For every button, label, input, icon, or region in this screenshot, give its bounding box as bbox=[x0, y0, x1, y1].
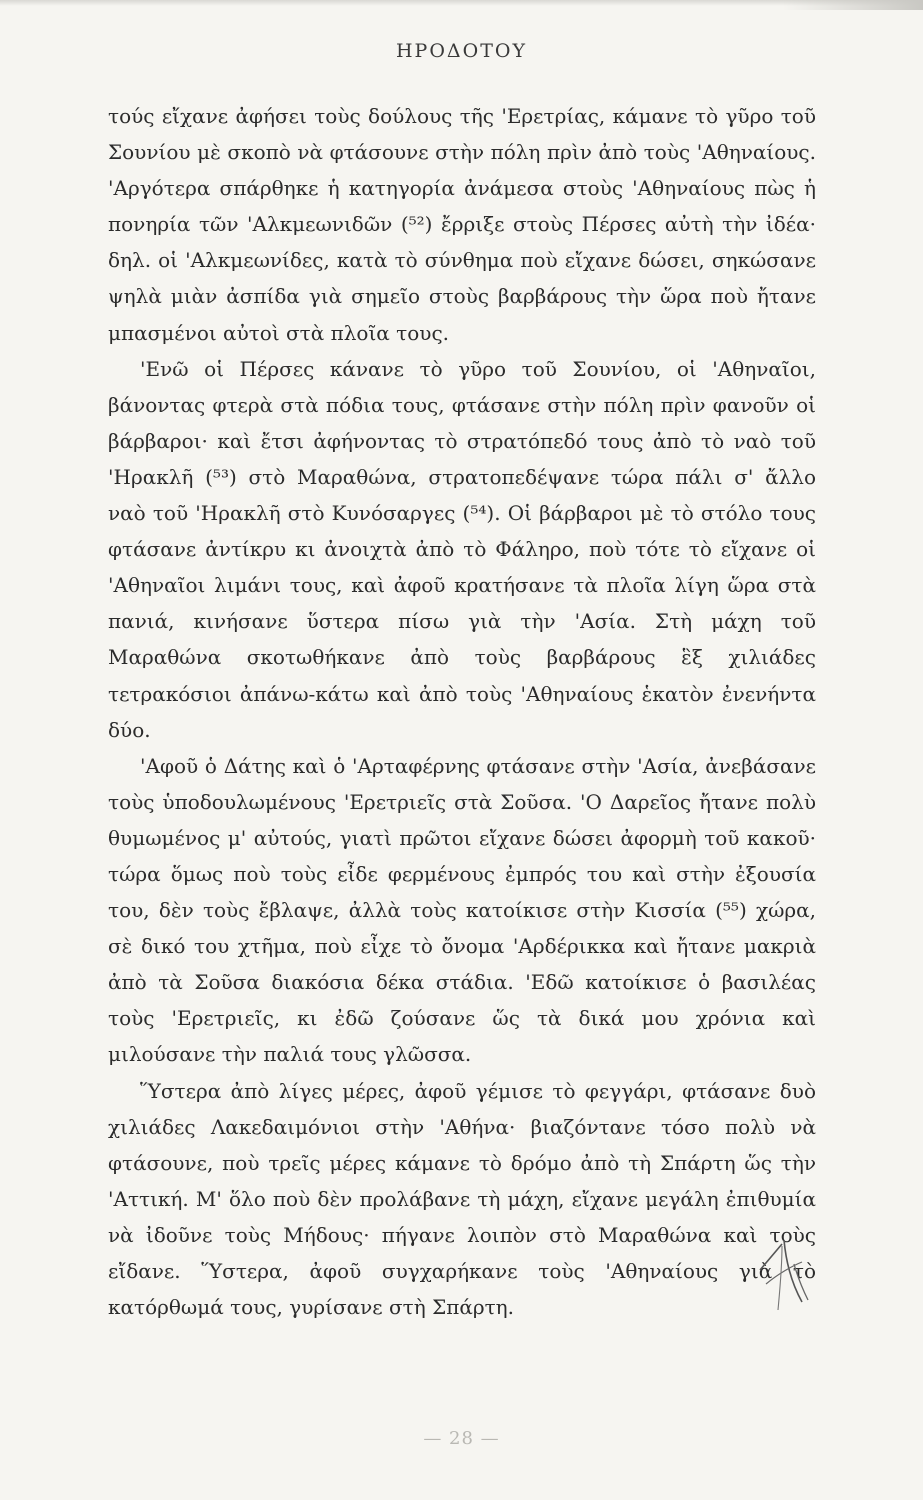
paragraph-3: 'Αφοῦ ὁ Δάτης καὶ ὁ 'Αρταφέρνης φτάσανε στὴν 'Ασία, ἀνεβάσανε τοὺς ὑποδουλωμένους 'Ερετριεῖς στὰ Σοῦσα. 'Ο Δαρεῖος ἤτανε πολὺ θυμωμένος μ' αὐτούς, γιατὶ πρῶτοι εἴχανε δώσει ἀφορμὴ τοῦ κακοῦ· τώρα ὅμως ποὺ τοὺς εἶδε φερμένους ἐμπρός του καὶ στὴν ἐξουσία του, δὲν τοὺς ἔβλαψε, ἀλλὰ τοὺς κατοίκισε στὴν Κισσία (⁵⁵) χώρα, σὲ δικό του χτῆμα, ποὺ εἶχε τὸ ὄνομα 'Αρδέρικκα καὶ ἤτανε μακριὰ ἀπὸ τὰ Σοῦσα διακόσια δέκα στάδια. 'Εδῶ κατοίκισε ὁ βασιλέας τοὺς 'Ερετριεῖς, κι ἐδῶ ζούσανε ὥς τὰ δικά μου χρόνια καὶ μιλούσανε τὴν παλιά τους γλῶσσα. bbox=[108, 753, 816, 1067]
running-head: ΗΡΟΔΟΤΟΥ bbox=[395, 40, 528, 62]
paragraph-4: Ὕστερα ἀπὸ λίγες μέρες, ἀφοῦ γέμισε τὸ φεγγάρι, φτάσανε δυὸ χιλιάδες Λακεδαιμόνιοι στὴν 'Αθήνα· βιαζόντανε τόσο πολὺ νὰ φτάσουνε, ποὺ τρεῖς μέρες κάμανε τὸ δρόμο ἀπὸ τὴ Σπάρτη ὥς τὴν 'Αττική. Μ' ὅλο ποὺ δὲν προλάβανε τὴ μάχη, εἴχανε μεγάλη ἐπιθυμία νὰ ἰδοῦνε τοὺς Μήδους· πήγανε λοιπὸν στὸ Μαραθώνα καὶ τοὺς εἴδανε. Ὕστερα, ἀφοῦ συγχαρήκανε τοὺς 'Αθηναίους γιὰ τὸ κατόρθωμά τους, γυρίσανε στὴ Σπάρτη. bbox=[108, 1078, 816, 1320]
body-text bbox=[108, 98, 816, 1325]
page-number: — 28 — bbox=[423, 1428, 500, 1449]
page-corner-shadow bbox=[783, 0, 923, 10]
handwritten-pen-mark-icon bbox=[752, 1222, 812, 1312]
paragraph-2: 'Ενῶ οἱ Πέρσες κάνανε τὸ γῦρο τοῦ Σουνίου, οἱ 'Αθηναῖοι, βάνοντας φτερὰ στὰ πόδια τους, φτάσανε στὴν πόλη πρὶν φανοῦν οἱ βάρβαροι· καὶ ἔτσι ἀφήνοντας τὸ στρατόπεδό τους ἀπὸ τὸ ναὸ τοῦ 'Ηρακλῆ (⁵³) στὸ Μαραθώνα, στρατοπεδέψανε τώρα πάλι σ' ἄλλο ναὸ τοῦ 'Ηρακλῆ στὸ Κυνόσαργες (⁵⁴). Οἱ βάρβαροι μὲ τὸ στόλο τους φτάσανε ἀντίκρυ κι ἀνοιχτὰ ἀπὸ τὸ Φάληρο, ποὺ τότε τὸ εἴχανε οἱ 'Αθηναῖοι λιμάνι τους, καὶ ἀφοῦ κρατήσανε τὰ πλοῖα λίγη ὥρα στὰ πανιά, κινήσανε ὕστερα πίσω γιὰ τὴν 'Ασία. Στὴ μάχη τοῦ Μαραθώνα σκοτωθήκανε ἀπὸ τοὺς βαρβάρους ἓξ χιλιάδες τετρακόσιοι ἀπάνω-κάτω καὶ ἀπὸ τοὺς 'Αθηναίους ἑκατὸν ἐνενήντα δύο. bbox=[108, 356, 816, 742]
paragraph-1: τούς εἴχανε ἀφήσει τοὺς δούλους τῆς 'Ερετρίας, κάμανε τὸ γῦρο τοῦ Σουνίου μὲ σκοπὸ νὰ φτάσουνε στὴν πόλη πρὶν ἀπὸ τοὺς 'Αθηναίους. 'Αργότερα σπάρθηκε ἡ κατηγορία ἀνάμεσα στοὺς 'Αθηναίους πὼς ἡ πονηρία τῶν 'Αλκμεωνιδῶν (⁵²) ἔρριξε στοὺς Πέρσες αὐτὴ τὴν ἰδέα· δηλ. οἱ 'Αλκμεωνίδες, κατὰ τὸ σύνθημα ποὺ εἴχανε δώσει, σηκώσανε ψηλὰ μιὰν ἀσπίδα γιὰ σημεῖο στοὺς βαρβάρους τὴν ὥρα ποὺ ἤτανε μπασμένοι αὐτοὶ στὰ πλοῖα τους. bbox=[108, 104, 816, 345]
